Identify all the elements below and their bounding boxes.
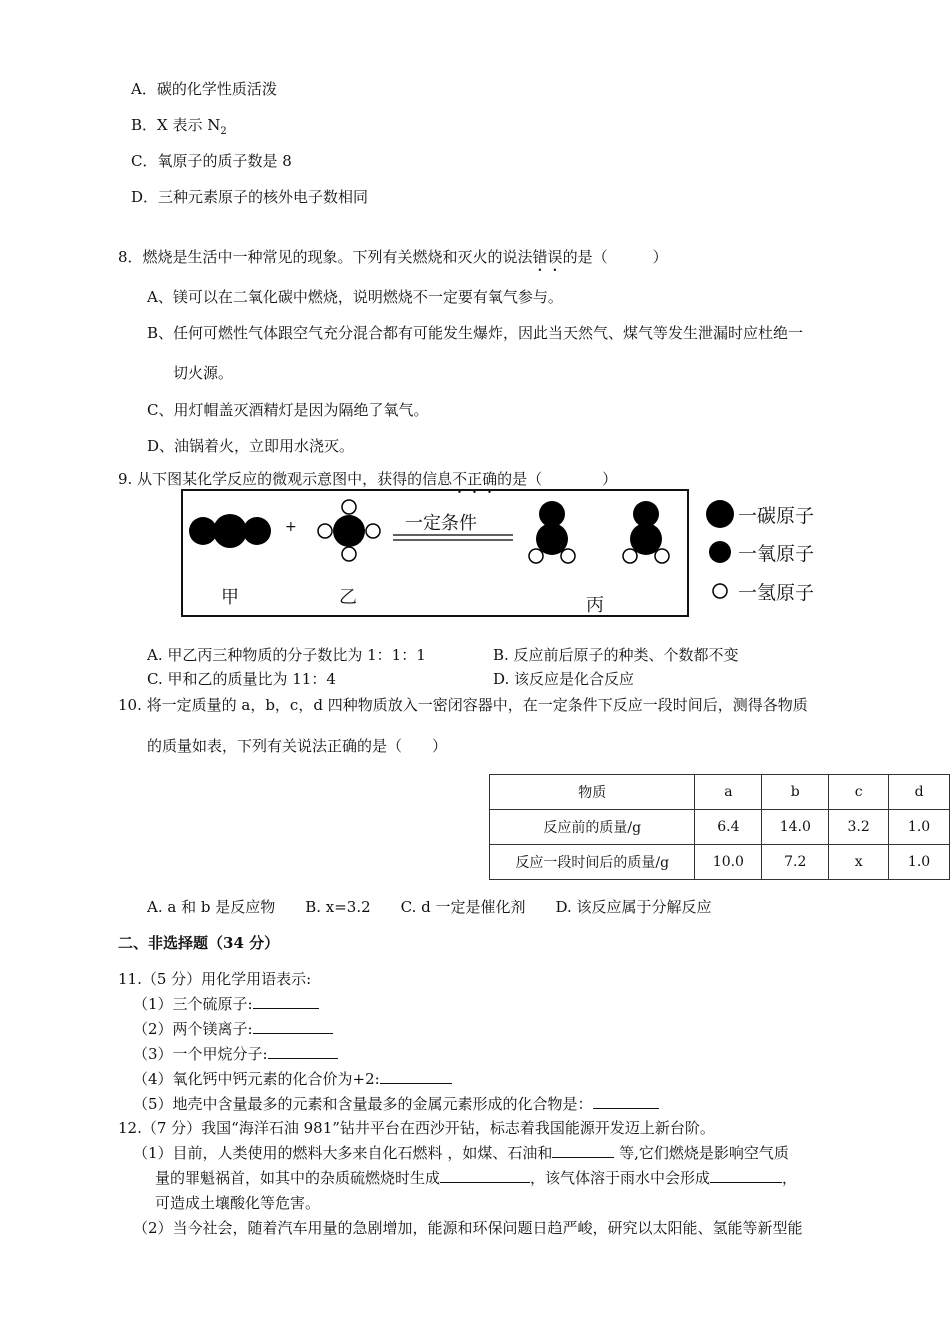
q11-answer-1-blank[interactable] [253, 994, 319, 1009]
q12-part1-line3: 可造成土壤酸化等危害。 [155, 1194, 321, 1212]
label-bing: 丙 [586, 595, 604, 616]
q8-stem [118, 246, 668, 275]
q9-option-b: B. 反应前后原子的种类、个数都不变 [493, 646, 739, 664]
q11-answer-5-blank[interactable] [593, 1094, 659, 1109]
q10-stem-line1: 10. 将一定质量的 a，b，c，d 四种物质放入一密闭容器中，在一定条件下反应一段时间后，测得各物质 [118, 696, 808, 714]
yi-hydrogen-atom-2 [342, 547, 356, 561]
q11-answer-2-blank[interactable] [253, 1019, 333, 1034]
q12-stem: 12.（7 分）我国“海洋石油 981”钻井平台在西沙开钻，标志着我国能源开发迈上新台阶。 [118, 1119, 715, 1137]
q8-option-b: B、任何可燃性气体跟空气充分混合都有可能发生爆炸，因此当天然气、煤气等发生泄漏时应杜绝一 [147, 324, 804, 342]
table-header-cell: c [829, 775, 889, 810]
q12-part1-line2-post: ， [782, 1169, 798, 1187]
q11-answer-4-blank[interactable] [380, 1069, 452, 1084]
q7-option-c: C．氧原子的质子数是 8 [131, 152, 292, 170]
q7-option-b-subscript: 2 [220, 126, 227, 137]
q10-options: A. a 和 b 是反应物 B. x=3.2 C. d 一定是催化剂 D. 该反应属于分解反应 [147, 898, 712, 916]
section-2-heading: 二、非选择题（34 分） [118, 934, 280, 952]
reaction-diagram [181, 489, 689, 617]
table-cell: 14.0 [762, 810, 829, 845]
bing-2-hydrogen-atom-1 [623, 549, 637, 563]
q8-stem-emphasis: 错误 [532, 248, 563, 266]
bing-2-hydrogen-atom-2 [655, 549, 669, 563]
table-header-cell: a [695, 775, 762, 810]
table-header-cell: 物质 [490, 775, 695, 810]
table-cell: 反应前的质量/g [490, 810, 695, 845]
yi-hydrogen-atom-1 [342, 500, 356, 514]
q11-item-2-text: （2）两个镁离子: [133, 1020, 253, 1038]
table-row [490, 845, 950, 880]
plus-sign: + [285, 519, 297, 535]
q11-stem: 11.（5 分）用化学用语表示: [118, 970, 312, 988]
table-row [490, 810, 950, 845]
mass-table [489, 774, 950, 880]
q9-stem-post: 的是（ ） [497, 470, 618, 488]
q7-option-b-text: B．X 表示 N [131, 116, 221, 134]
table-cell: 10.0 [695, 845, 762, 880]
legend-oxygen-label: 一氧原子 [738, 543, 815, 565]
q8-option-c: C、用灯帽盖灭酒精灯是因为隔绝了氧气。 [147, 401, 429, 419]
q11-item-2 [133, 1018, 333, 1039]
q9-option-d: D. 该反应是化合反应 [493, 670, 635, 688]
atom-legend [700, 489, 840, 609]
q8-option-a: A、镁可以在二氧化碳中燃烧，说明燃烧不一定要有氧气参与。 [147, 288, 563, 306]
q12-part1-line1-pre: （1）目前，人类使用的燃料大多来自化石燃料 ，如煤、石油和 [133, 1144, 553, 1162]
yi-hydrogen-atom-4 [366, 524, 380, 538]
q9-option-a: A. 甲乙丙三种物质的分子数比为 1：1：1 [147, 646, 426, 664]
q12-part1-line1-post: 等,它们燃烧是影响空气质 [614, 1144, 789, 1162]
q8-option-d: D、油锅着火，立即用水浇灭。 [147, 437, 355, 455]
q9-option-c: C. 甲和乙的质量比为 11：4 [147, 670, 336, 688]
yi-carbon-atom [333, 515, 365, 547]
q8-stem-pre: 8．燃烧是生活中一种常见的现象。下列有关燃烧和灭火的说法 [118, 248, 533, 266]
legend-carbon-icon [706, 500, 734, 528]
atom-legend-svg [700, 489, 740, 609]
table-cell: 7.2 [762, 845, 829, 880]
table-cell: x [829, 845, 889, 880]
q10-stem-line2: 的质量如表，下列有关说法正确的是（ ） [147, 737, 448, 755]
q11-answer-3-blank[interactable] [268, 1044, 338, 1059]
q12-part1-line1 [133, 1142, 789, 1163]
table-cell: 1.0 [889, 845, 950, 880]
q12-part1-line2-pre: 量的罪魁祸首，如其中的杂质硫燃烧时生成 [155, 1169, 441, 1187]
q11-item-1-text: （1）三个硫原子: [133, 995, 253, 1013]
condition-label: 一定条件 [405, 513, 477, 534]
q7-option-b [131, 114, 227, 137]
table-header-cell: b [762, 775, 829, 810]
q11-item-3 [133, 1043, 338, 1064]
table-cell: 反应一段时间后的质量/g [490, 845, 695, 880]
yi-hydrogen-atom-3 [318, 524, 332, 538]
table-cell: 3.2 [829, 810, 889, 845]
q7-option-d: D．三种元素原子的核外电子数相同 [131, 188, 369, 206]
q8-stem-post: 的是（ ） [562, 248, 668, 266]
q9-stem-emphasis: 不正确 [452, 470, 498, 488]
q12-fuel-blank[interactable] [552, 1143, 614, 1158]
bing-1-hydrogen-atom-1 [529, 549, 543, 563]
q11-item-1 [133, 993, 319, 1014]
legend-hydrogen-icon [713, 584, 727, 598]
jia-oxygen-atom-2 [243, 517, 271, 545]
table-cell: 1.0 [889, 810, 950, 845]
q11-item-3-text: （3）一个甲烷分子: [133, 1045, 268, 1063]
jia-oxygen-atom-1 [189, 517, 217, 545]
q11-item-4-text: （4）氧化钙中钙元素的化合价为+2: [133, 1070, 380, 1088]
q12-part1-line2-mid: ，该气体溶于雨水中会形成 [530, 1169, 711, 1187]
table-cell: 6.4 [695, 810, 762, 845]
q12-part1-line2 [155, 1167, 797, 1188]
legend-oxygen-icon [709, 541, 731, 563]
q12-gas-blank[interactable] [440, 1168, 530, 1183]
table-header-row [490, 775, 950, 810]
legend-hydrogen-label: 一氢原子 [738, 582, 815, 604]
label-jia: 甲 [221, 587, 239, 608]
table-header-cell: d [889, 775, 950, 810]
q9-stem-pre: 9. 从下图某化学反应的微观示意图中，获得的信息 [118, 470, 453, 488]
q8-option-b-cont: 切火源。 [173, 364, 234, 382]
q11-item-5 [133, 1093, 659, 1114]
q12-acid-rain-blank[interactable] [710, 1168, 782, 1183]
label-yi: 乙 [339, 587, 357, 608]
bing-1-hydrogen-atom-2 [561, 549, 575, 563]
legend-carbon-label: 一碳原子 [738, 505, 815, 527]
q11-item-4 [133, 1068, 452, 1089]
q11-item-5-text: （5）地壳中含量最多的元素和含量最多的金属元素形成的化合物是： [133, 1095, 593, 1113]
jia-carbon-atom [213, 514, 247, 548]
q7-option-a: A．碳的化学性质活泼 [131, 80, 277, 98]
q12-part2-line1: （2）当今社会，随着汽车用量的急剧增加，能源和环保问题日趋严峻，研究以太阳能、氢能等新型能 [133, 1219, 803, 1237]
